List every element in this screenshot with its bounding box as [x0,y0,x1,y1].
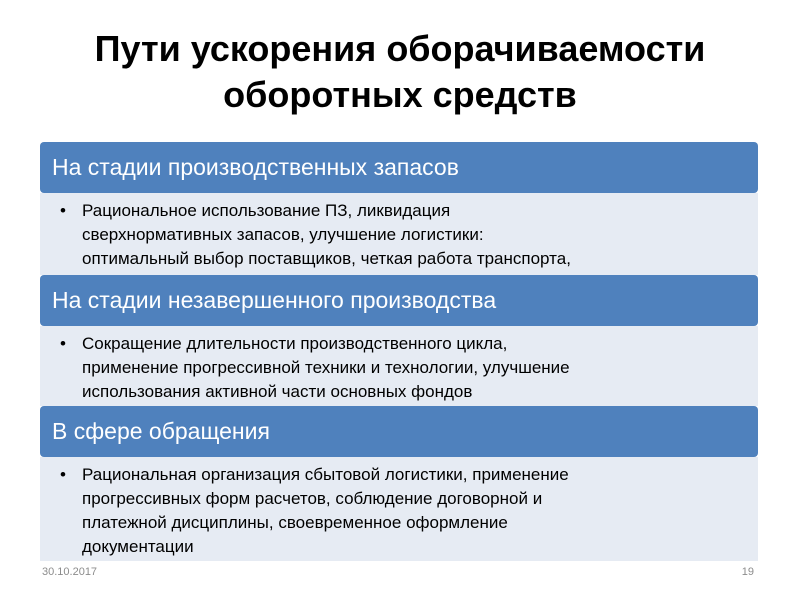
section-header-inventory: На стадии производственных запасов [40,142,758,193]
bullet-line [60,199,748,223]
bullet-continuation: использования активной части основных фондов [82,382,473,401]
bullet-text: Рациональное использование ПЗ, ликвидация [82,201,451,220]
section-body-wip [40,326,758,406]
section-header-wip: На стадии незавершенного производства [40,275,758,326]
bullet-line [60,332,748,356]
bullet-continuation: платежной дисциплины, своевременное оформление [82,513,508,532]
bullet-dot: • [60,465,66,484]
bullet-dot: • [60,334,66,353]
section-header-circulation: В сфере обращения [40,406,758,457]
footer-page-number: 19 [741,566,754,578]
bullet-continuation: применение прогрессивной техники и технологии, улучшение [82,358,570,377]
slide-title [40,26,760,118]
slide-title-line-1: Пути ускорения оборачиваемости [94,28,706,69]
bullet-text: Рациональная организация сбытовой логистики, применение [82,465,569,484]
slide-title-line-2: оборотных средств [223,74,577,115]
section-body-circulation [40,457,758,561]
bullet-continuation: прогрессивных форм расчетов, соблюдение договорной и [82,489,543,508]
bullet-continuation: сверхнормативных запасов, улучшение логистики: [82,225,484,244]
section-body-inventory [40,193,758,275]
bullet-dot: • [60,201,66,220]
footer-date: 30.10.2017 [42,566,98,578]
bullet-line [60,463,748,487]
bullet-continuation: оптимальный выбор поставщиков, четкая работа транспорта, [82,249,571,268]
bullet-text: Сокращение длительности производственного цикла, [82,334,508,353]
bullet-continuation: документации [82,537,194,556]
